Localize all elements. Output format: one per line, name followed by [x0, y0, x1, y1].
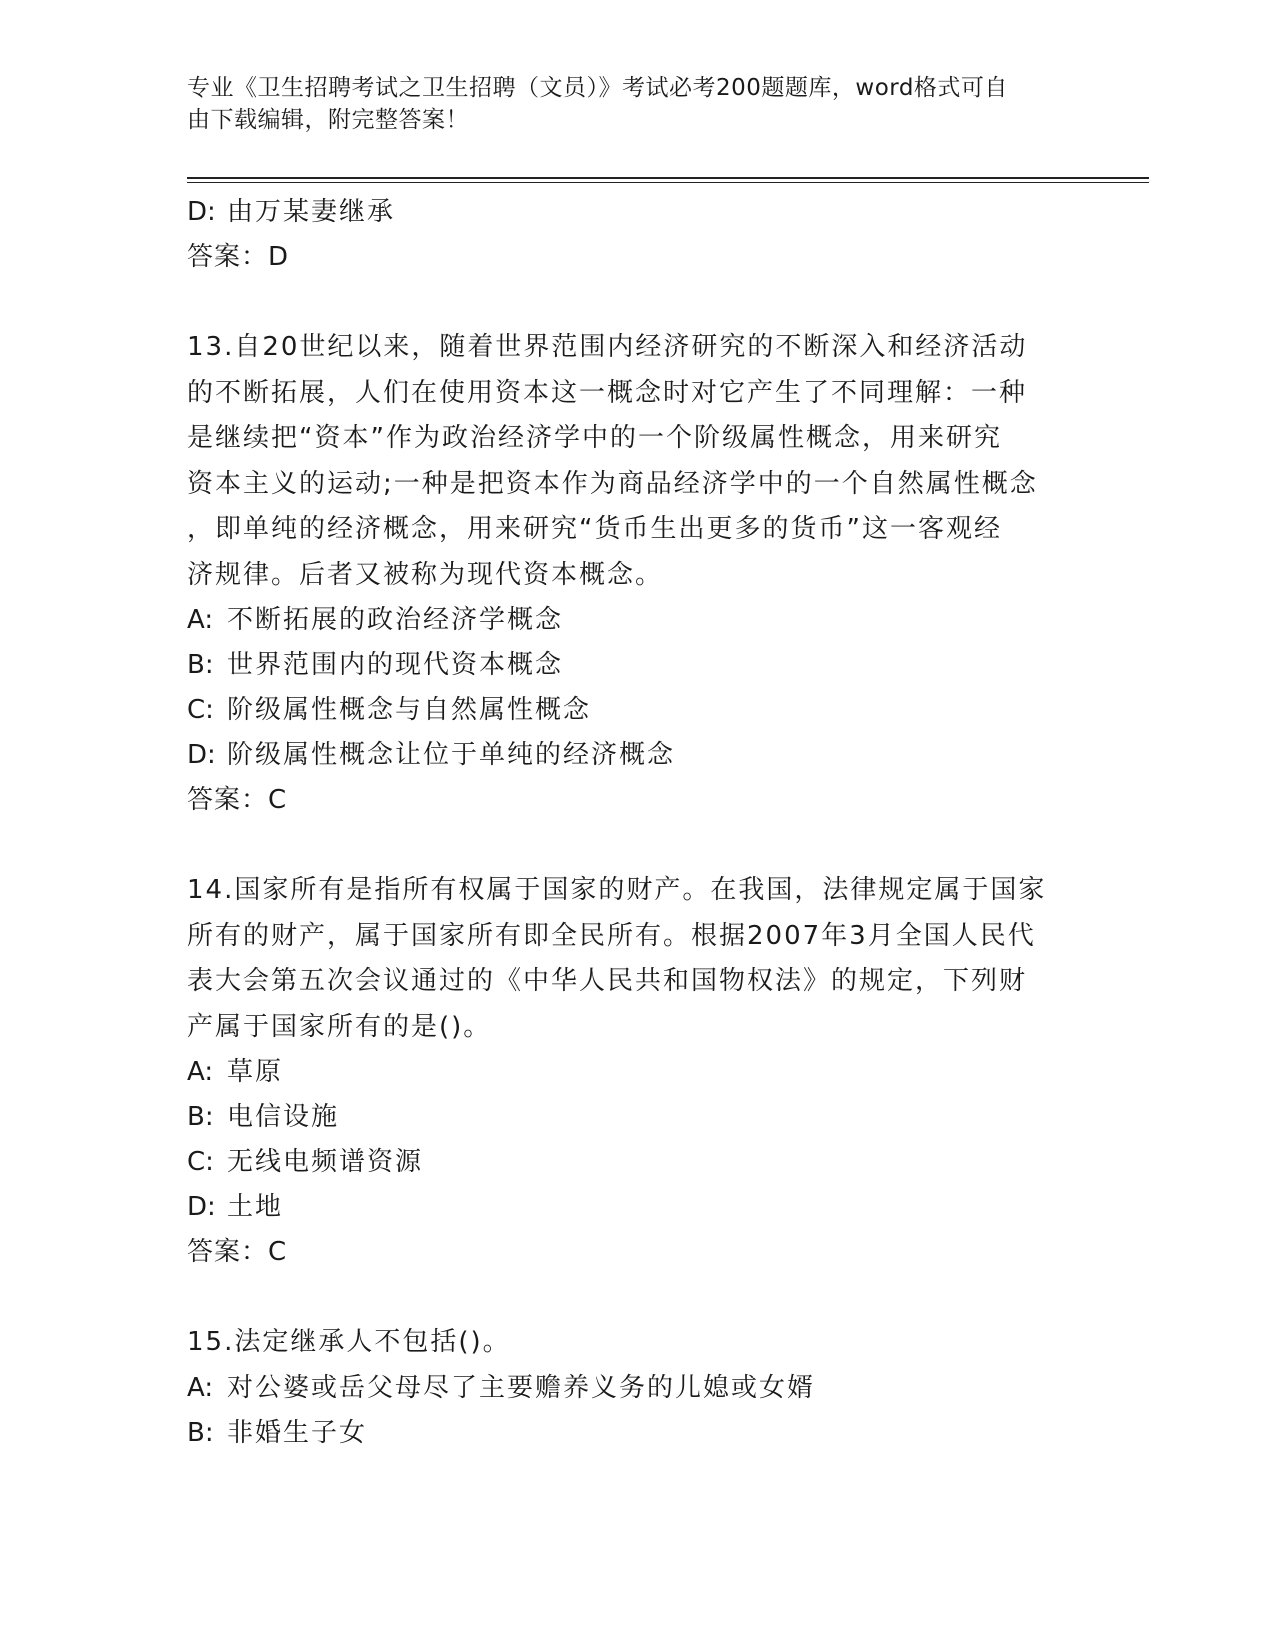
option-label: A:: [187, 1057, 214, 1087]
stem-line: 15.法定继承人不包括()。: [187, 1327, 511, 1357]
option-text: 阶级属性概念让位于单纯的经济概念: [227, 740, 676, 770]
option-label: D:: [187, 740, 216, 770]
stem-line: 表大会第五次会议通过的《中华人民共和国物权法》的规定，下列财: [187, 966, 1028, 996]
option-text: 不断拓展的政治经济学概念: [227, 605, 564, 635]
option-label: B:: [187, 650, 214, 680]
option-label: C:: [187, 695, 214, 725]
option-d: [187, 190, 1087, 235]
option-text: 非婚生子女: [227, 1417, 368, 1448]
option-text: 世界范围内的现代资本概念: [227, 650, 564, 680]
option-c: [187, 688, 1087, 733]
stem-line: 14.国家所有是指所有权属于国家的财产。在我国，法律规定属于国家: [187, 875, 1047, 905]
stem-line: 所有的财产，属于国家所有即全民所有。根据2007年3月全国人民代: [187, 920, 1036, 951]
header-line-2: 由下载编辑，附完整答案！: [187, 107, 469, 133]
option-text: 土地: [227, 1192, 284, 1222]
question-stem: [187, 325, 1087, 598]
option-label: A:: [187, 605, 214, 635]
option-d: [187, 733, 1087, 778]
option-b: [187, 1411, 1087, 1456]
stem-line: 济规律。后者又被称为现代资本概念。: [187, 559, 664, 590]
stem-line: 13.自20世纪以来，随着世界范围内经济研究的不断深入和经济活动: [187, 332, 1028, 362]
stem-line: 的不断拓展，人们在使用资本这一概念时对它产生了不同理解：一种: [187, 377, 1028, 408]
option-b: [187, 1095, 1087, 1140]
stem-line: ，即单纯的经济概念，用来研究“货币生出更多的货币”这一客观经: [187, 514, 1002, 544]
document-body: [187, 190, 1087, 1456]
option-label: B:: [187, 1102, 214, 1132]
answer-line: 答案：D: [187, 242, 290, 272]
question-15: [187, 1320, 1087, 1456]
option-b: [187, 643, 1087, 688]
option-label: D:: [187, 1192, 216, 1222]
question-14: [187, 868, 1087, 1275]
header-line-1: 专业《卫生招聘考试之卫生招聘（文员）》考试必考200题题库，word格式可自: [187, 75, 1008, 101]
option-a: [187, 1366, 1087, 1411]
answer-line: 答案：C: [187, 785, 288, 815]
question-13: [187, 325, 1087, 823]
option-a: [187, 598, 1087, 643]
stem-line: 产属于国家所有的是()。: [187, 1011, 492, 1042]
stem-line: 是继续把“资本”作为政治经济学中的一个阶级属性概念，用来研究: [187, 423, 1002, 453]
option-label: D:: [187, 197, 216, 227]
option-text: 草原: [227, 1057, 284, 1087]
option-d: [187, 1185, 1087, 1230]
option-text: 阶级属性概念与自然属性概念: [227, 695, 592, 725]
question-stem: [187, 868, 1087, 1050]
option-text: 对公婆或岳父母尽了主要赡养义务的儿媳或女婿: [227, 1372, 816, 1403]
option-text: 由万某妻继承: [227, 197, 396, 227]
option-label: A:: [187, 1372, 214, 1403]
option-c: [187, 1140, 1087, 1185]
answer-line: 答案：C: [187, 1237, 288, 1267]
option-text: 电信设施: [227, 1102, 340, 1132]
option-label: C:: [187, 1147, 214, 1177]
question-stem: [187, 1320, 1087, 1366]
header-divider: [187, 177, 1149, 183]
document-header: [187, 72, 1087, 136]
stem-line: 资本主义的运动;一种是把资本作为商品经济学中的一个自然属性概念: [187, 468, 1038, 499]
prev-question-tail: [187, 190, 1087, 280]
option-text: 无线电频谱资源: [227, 1147, 424, 1177]
option-a: [187, 1050, 1087, 1095]
option-label: B:: [187, 1417, 214, 1448]
